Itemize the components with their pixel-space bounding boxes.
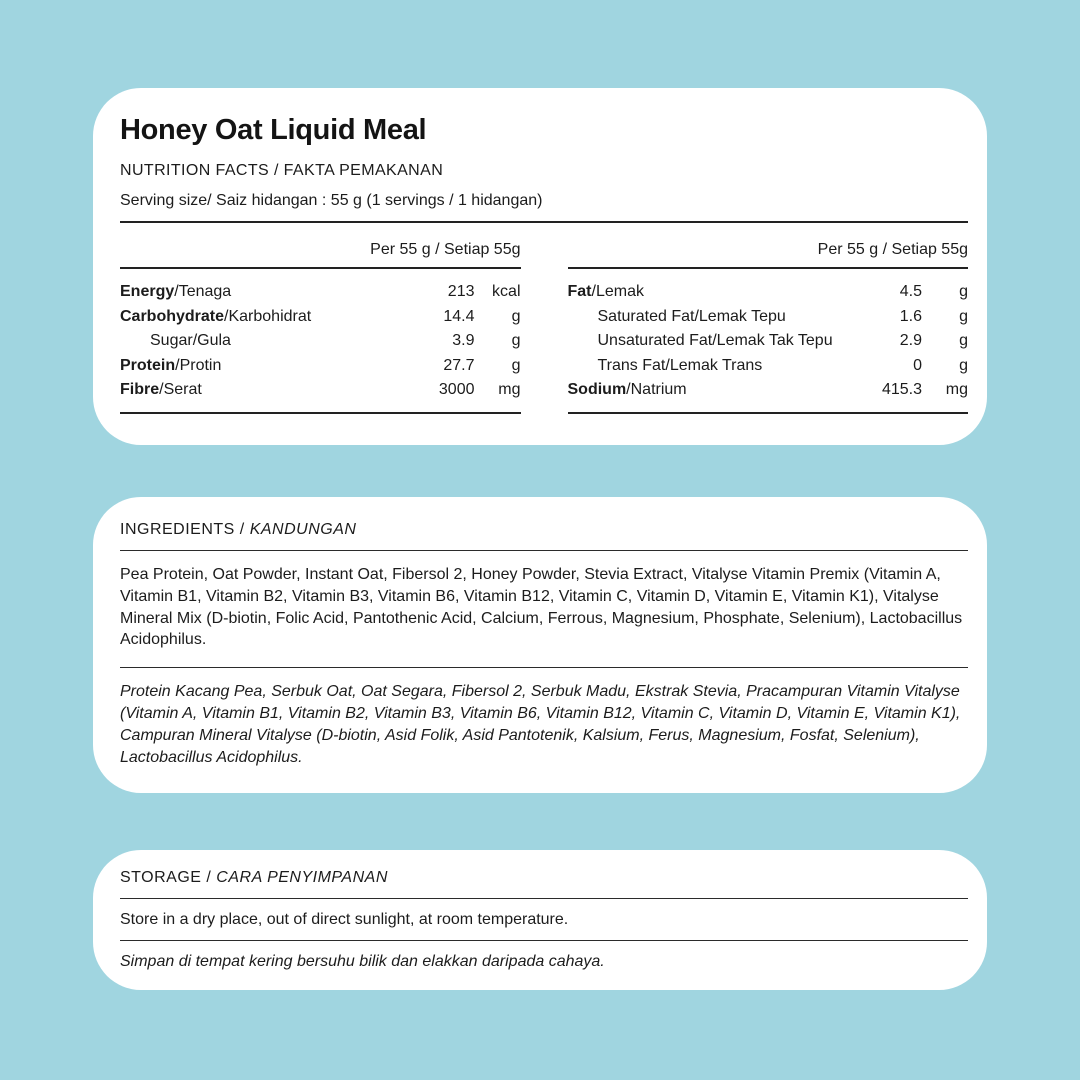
row-fibre bbox=[120, 378, 521, 403]
nutrient-value: 2.9 bbox=[899, 332, 922, 349]
nutrient-unit: mg bbox=[498, 381, 521, 398]
nutrition-card bbox=[93, 88, 987, 445]
nutrient-unit: g bbox=[959, 307, 968, 325]
bottom-divider-left bbox=[120, 412, 521, 414]
serving-size-line: Serving size/ Saiz hidangan : 55 g (1 servings / 1 hidangan) bbox=[120, 192, 543, 209]
ingredients-card bbox=[93, 497, 987, 793]
storage-heading-divider bbox=[120, 898, 968, 899]
nutrient-label: Trans Fat/Lemak Trans bbox=[597, 356, 763, 374]
nutrient-unit: g bbox=[959, 332, 968, 349]
nutrient-value: 0 bbox=[913, 356, 922, 374]
nutrient-label: Energy/Tenaga bbox=[120, 283, 232, 300]
nutrient-rows-right bbox=[568, 269, 969, 412]
ingredients-malay: Protein Kacang Pea, Serbuk Oat, Oat Segara, Fibersol 2, Serbuk Madu, Ekstrak Stevia, Pracampuran Vitamin Vitalyse (Vitamin A, Vitamin B1, Vitamin B2, Vitamin B3, Vitamin B6, Vitamin B12, Vitamin C, Vitamin D, Vitamin E, Vitamin K1), Campuran Mineral Vitalyse (D-biotin, Asid Folik, Asid Pantotenik, Kalsium, Ferus, Magnesium, Fosfat, Selenium), Lactobacillus Acidophilus. bbox=[120, 683, 961, 766]
nutrient-value: 3000 bbox=[438, 381, 475, 398]
nutrient-label: Sodium/Natrium bbox=[567, 381, 687, 398]
nutrient-label: Protein/Protin bbox=[120, 356, 222, 374]
row-saturated-fat bbox=[568, 305, 969, 330]
nutrient-unit: g bbox=[959, 356, 968, 374]
nutrient-value: 1.6 bbox=[899, 307, 922, 325]
row-carbohydrate bbox=[120, 305, 521, 330]
storage-language-divider bbox=[120, 940, 968, 941]
nutrient-value: 213 bbox=[447, 283, 475, 300]
nutrient-label: Sugar/Gula bbox=[150, 332, 231, 349]
storage-card bbox=[93, 850, 987, 990]
nutrient-value: 3.9 bbox=[452, 332, 475, 349]
nutrition-table-right bbox=[568, 231, 969, 414]
per-serving-header-left: Per 55 g / Setiap 55g bbox=[370, 241, 521, 258]
nutrient-value: 4.5 bbox=[899, 283, 922, 300]
ingredients-english: Pea Protein, Oat Powder, Instant Oat, Fibersol 2, Honey Powder, Stevia Extract, Vitalyse Vitamin Premix (Vitamin A, Vitamin B1, Vitamin B2, Vitamin B3, Vitamin B6, Vitamin B12, Vitamin C, Vitamin D, Vitamin E, Vitamin K1), Vitalyse Mineral Mix (D-biotin, Folic Acid, Pantothenic Acid, Calcium, Ferrous, Magnesium, Phosphate, Selenium), Lactobacillus Acidophilus. bbox=[120, 566, 963, 649]
nutrient-rows-left bbox=[120, 269, 521, 412]
row-sugar bbox=[120, 329, 521, 354]
nutrition-table-left bbox=[120, 231, 521, 414]
nutrition-facts-heading: NUTRITION FACTS / FAKTA PEMAKANAN bbox=[120, 162, 444, 179]
nutrient-unit: kcal bbox=[492, 283, 521, 300]
row-energy bbox=[120, 280, 521, 305]
bottom-divider-right bbox=[568, 412, 969, 414]
nutrient-unit: mg bbox=[945, 381, 968, 398]
nutrient-value: 14.4 bbox=[443, 307, 475, 325]
nutrient-unit: g bbox=[959, 283, 968, 300]
storage-malay: Simpan di tempat kering bersuhu bilik dan elakkan daripada cahaya. bbox=[120, 953, 605, 970]
serving-divider bbox=[120, 221, 968, 223]
nutrient-value: 27.7 bbox=[443, 356, 475, 374]
storage-heading: STORAGE / CARA PENYIMPANAN bbox=[120, 869, 388, 886]
nutrient-label: Fibre/Serat bbox=[120, 381, 202, 398]
storage-english: Store in a dry place, out of direct sunlight, at room temperature. bbox=[120, 911, 569, 928]
product-title: Honey Oat Liquid Meal bbox=[120, 114, 427, 146]
nutrient-unit: g bbox=[511, 307, 521, 325]
per-serving-header-right: Per 55 g / Setiap 55g bbox=[817, 241, 968, 258]
nutrient-unit: g bbox=[511, 356, 521, 374]
nutrient-label: Saturated Fat/Lemak Tepu bbox=[597, 307, 786, 325]
nutrient-label: Fat/Lemak bbox=[567, 283, 644, 300]
row-sodium bbox=[568, 378, 969, 403]
ingredients-heading-divider bbox=[120, 550, 968, 551]
nutrition-tables bbox=[120, 231, 968, 414]
nutrient-label: Carbohydrate/Karbohidrat bbox=[120, 307, 312, 325]
ingredients-language-divider bbox=[120, 667, 968, 668]
row-unsaturated-fat bbox=[568, 329, 969, 354]
nutrient-label: Unsaturated Fat/Lemak Tak Tepu bbox=[597, 332, 833, 349]
row-trans-fat bbox=[568, 354, 969, 379]
row-protein bbox=[120, 354, 521, 379]
nutrient-value: 415.3 bbox=[881, 381, 922, 398]
ingredients-heading: INGREDIENTS / KANDUNGAN bbox=[120, 521, 357, 538]
row-fat bbox=[568, 280, 969, 305]
nutrient-unit: g bbox=[511, 332, 521, 349]
